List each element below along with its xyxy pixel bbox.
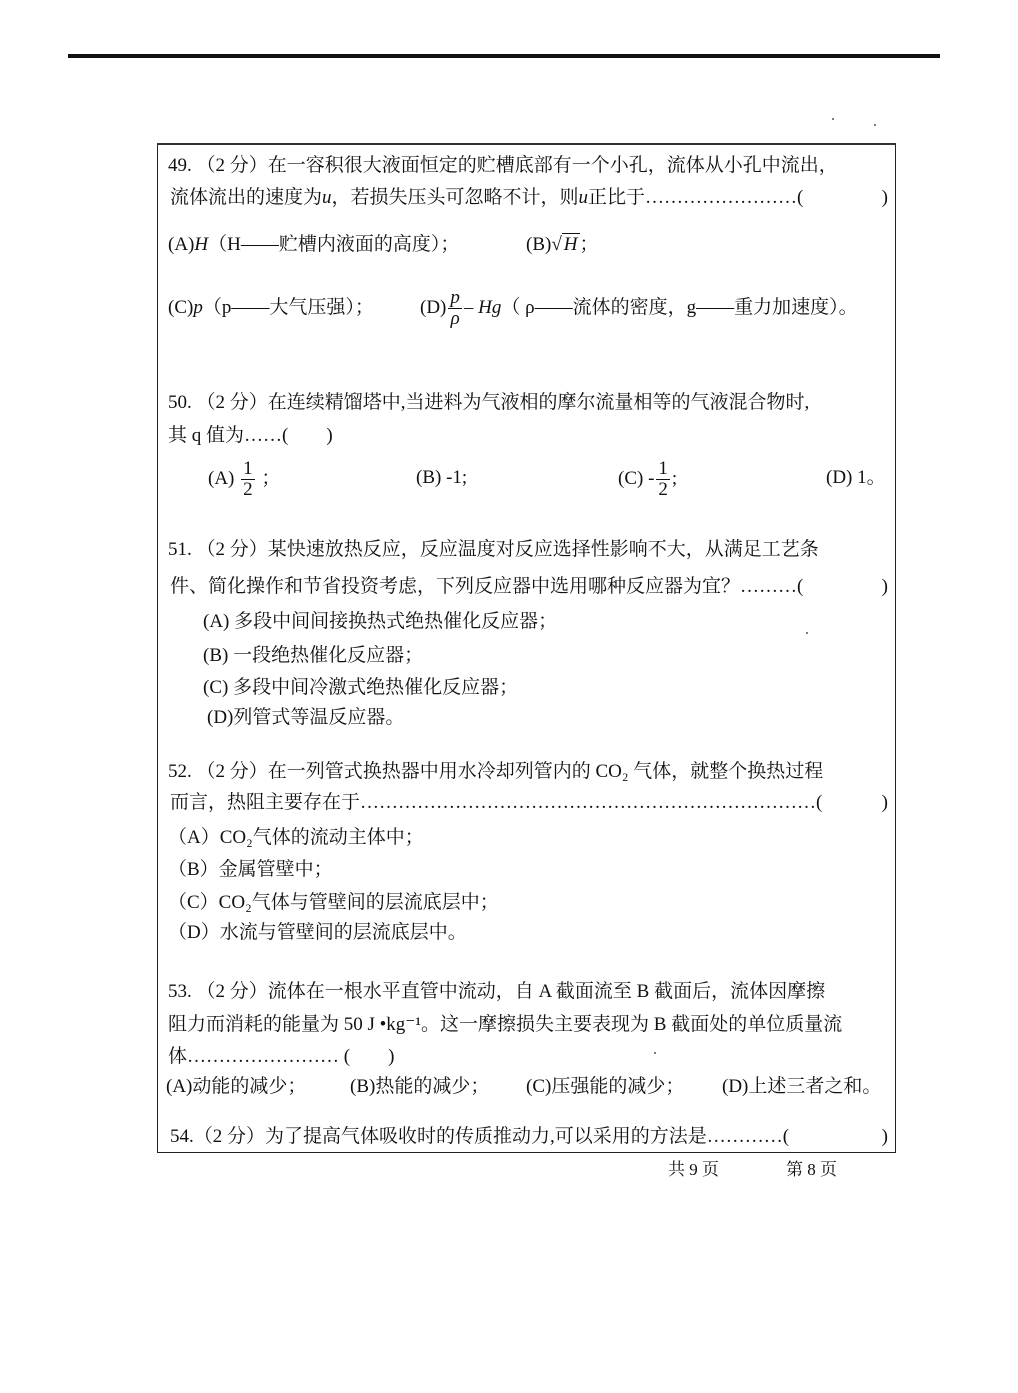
q50-line2: 其 q 值为……( ) [168, 425, 333, 446]
q52-option-d: （D）水流与管壁间的层流底层中。 [168, 922, 467, 943]
q52-line1: 52. （2 分）在一列管式换热器中用水冷却列管内的 CO₂ 气体，就整个换热过程 [168, 761, 824, 782]
q49-line2 [170, 186, 888, 210]
text: ； [579, 234, 599, 255]
q52-option-b: （B）金属管壁中； [168, 859, 333, 880]
scan-speck [832, 118, 834, 120]
den: 2 [658, 479, 668, 501]
expr: – Hg [463, 297, 502, 318]
page-total: 共 9 页 [668, 1160, 719, 1179]
q51-line2 [170, 575, 888, 599]
paren: ) [881, 187, 888, 208]
q51-option-b: (B) 一段绝热催化反应器； [203, 645, 424, 666]
sqrt: H [563, 234, 578, 255]
label: (A) [168, 234, 195, 255]
q49-option-d [420, 280, 858, 336]
fraction [241, 459, 255, 500]
text: ; [671, 468, 678, 489]
text: 54.（2 分）为了提高气体吸收时的传质推动力,可以采用的方法是…………( [170, 1126, 790, 1147]
q50-option-c [618, 455, 677, 503]
text: （H——贮槽内液面的高度）； [208, 234, 460, 255]
text: 正比于……………………( [588, 187, 804, 208]
num: p [450, 287, 460, 309]
text: （ ρ——流体的密度，g——重力加速度）。 [501, 297, 858, 318]
text: ； [261, 468, 281, 489]
q51-option-c: (C) 多段中间冷激式绝热催化反应器； [203, 677, 519, 698]
q51-option-d: (D)列管式等温反应器。 [207, 707, 405, 728]
paren: ) [881, 576, 888, 597]
q53-line3: 体…………………… ( ) [168, 1046, 395, 1067]
scan-speck [654, 1052, 656, 1054]
label: (A) [208, 468, 235, 489]
text: （p——大气压强）； [202, 297, 374, 318]
q50-option-b: (B) -1; [416, 467, 468, 488]
var: H [194, 234, 209, 255]
scan-speck [806, 632, 808, 634]
q50-option-d: (D) 1。 [826, 467, 886, 488]
num: 1 [658, 458, 668, 480]
q53-option-c: (C)压强能的减少； [526, 1076, 685, 1097]
var: u [322, 187, 332, 208]
fraction [448, 288, 462, 329]
text: 而言，热阻主要存在于………………………………………………………………( [170, 792, 823, 813]
q53-line1: 53. （2 分）流体在一根水平直管中流动，自 A 截面流至 B 截面后，流体因摩擦 [168, 981, 826, 1002]
paren: ) [881, 792, 888, 813]
scan-speck [874, 124, 876, 126]
q50-line1: 50. （2 分）在连续精馏塔中,当进料为气液相的摩尔流量相等的气液混合物时, [168, 392, 810, 413]
var: u [578, 187, 589, 208]
text: 流体流出的速度为 [170, 187, 323, 208]
q51-line1: 51. （2 分）某快速放热反应，反应温度对反应选择性影响不大，从满足工艺条 [168, 539, 819, 560]
label: (C) [168, 297, 194, 318]
q54-line1 [170, 1125, 888, 1149]
label: (B) [526, 234, 552, 255]
q52-option-a: （A）CO₂气体的流动主体中； [168, 827, 424, 848]
fraction [656, 459, 670, 500]
text: ，若损失压头可忽略不计，则 [331, 187, 579, 208]
den: ρ [450, 308, 460, 330]
var: p [193, 297, 203, 318]
q50-option-a [208, 455, 280, 503]
q53-line2: 阻力而消耗的能量为 50 J •kg⁻¹。这一摩擦损失主要表现为 B 截面处的单位质量流 [168, 1014, 843, 1035]
q49-option-a [168, 233, 459, 257]
q51-option-a: (A) 多段中间间接换热式绝热催化反应器； [203, 611, 558, 632]
label: (C) - [618, 468, 655, 489]
q52-line2 [170, 791, 888, 815]
q52-option-c: （C）CO₂气体与管壁间的层流底层中； [168, 892, 499, 913]
num: 1 [243, 458, 253, 480]
page-number: 第 8 页 [786, 1160, 837, 1179]
q49-line1: 49. （2 分）在一容积很大液面恒定的贮槽底部有一个小孔，流体从小孔中流出， [168, 155, 838, 176]
label: (D) [420, 297, 447, 318]
q53-option-b: (B)热能的减少； [350, 1076, 490, 1097]
q49-option-b: (B)√ H ； [526, 234, 599, 255]
paren: ) [881, 1126, 888, 1147]
den: 2 [243, 479, 253, 501]
header-rule [68, 54, 940, 58]
q53-option-d: (D)上述三者之和。 [722, 1076, 882, 1097]
text: 件、简化操作和节省投资考虑，下列反应器中选用哪种反应器为宜？………( [170, 576, 804, 597]
q53-option-a: (A)动能的减少； [166, 1076, 307, 1097]
q49-option-c [168, 296, 374, 320]
